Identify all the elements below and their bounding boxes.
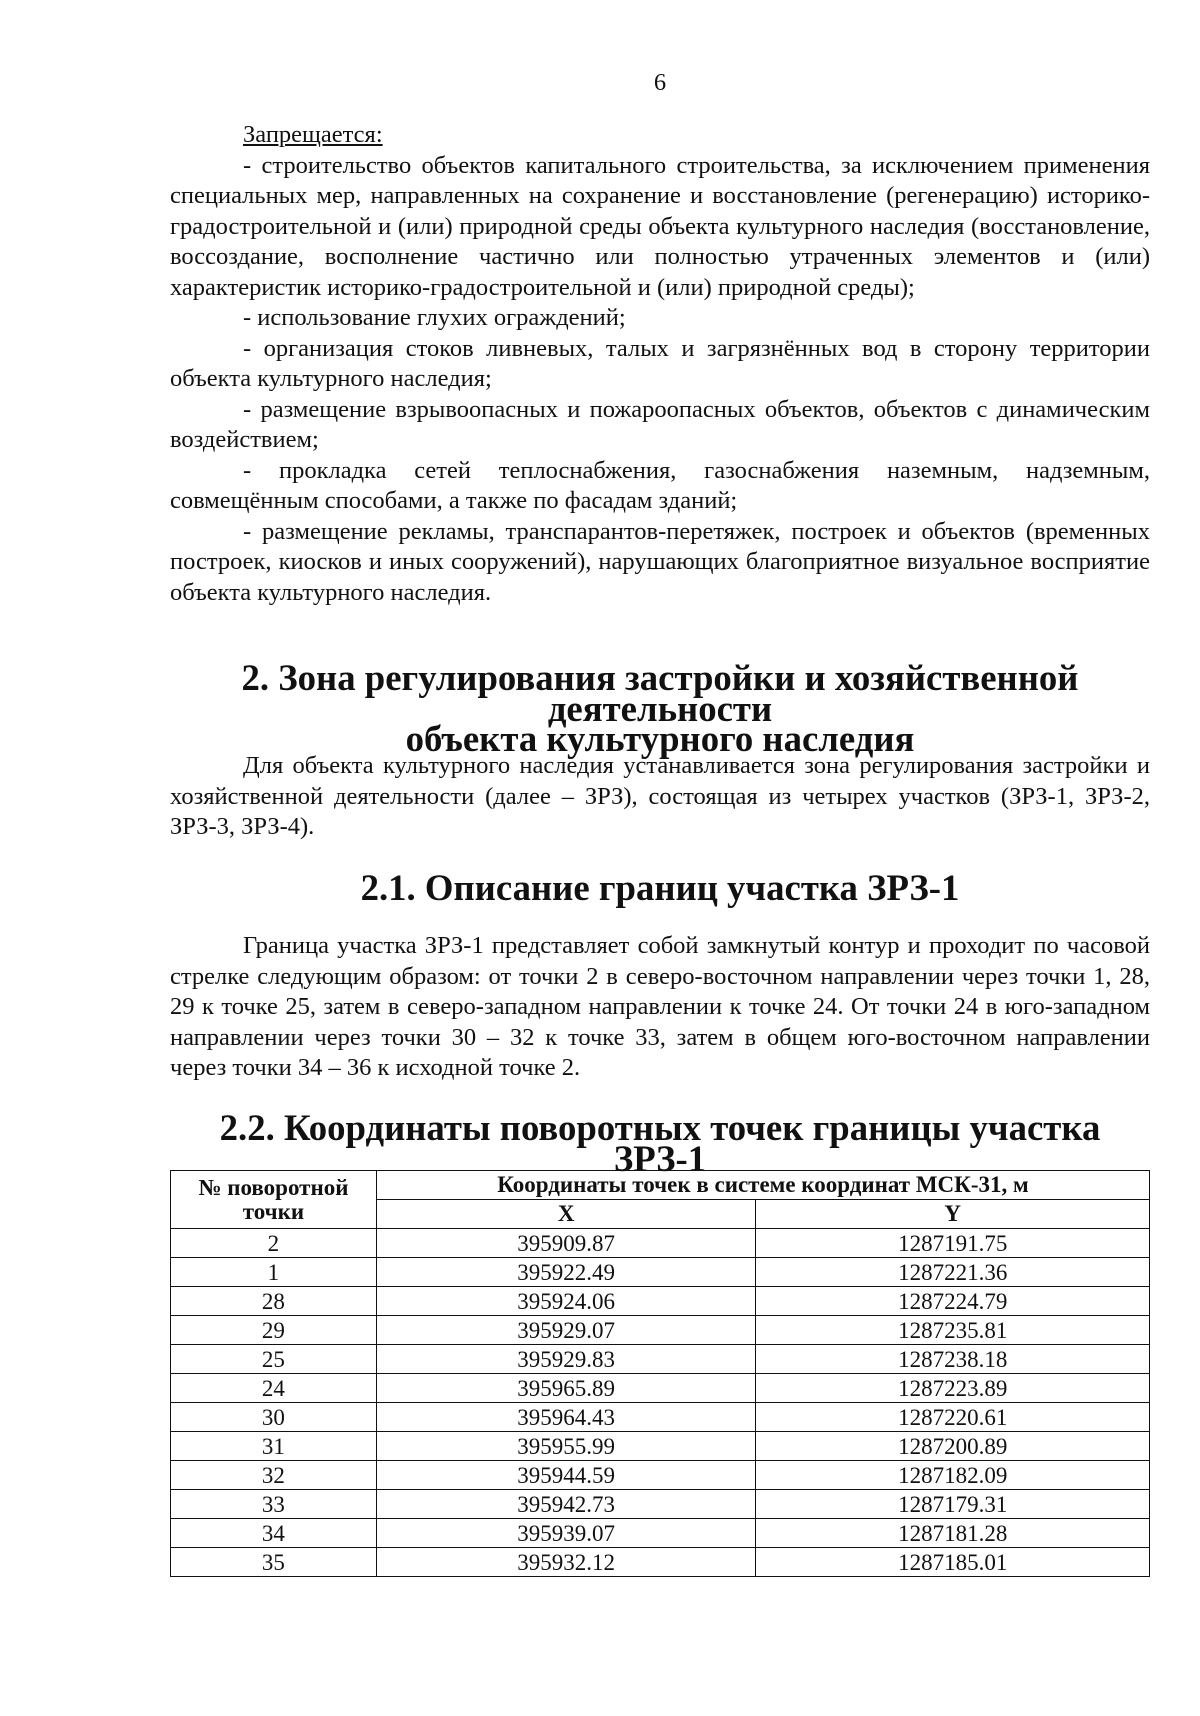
cell-point: 30 xyxy=(171,1403,377,1432)
table-row xyxy=(171,1374,1150,1403)
section-2-1-title xyxy=(170,867,1150,908)
section-2-body xyxy=(170,751,1150,843)
header-y: Y xyxy=(756,1200,1150,1229)
section-2-2-title-text: 2.2. Координаты поворотных точек границы участка ЗРЗ-1 xyxy=(219,1107,1101,1179)
cell-point: 1 xyxy=(171,1258,377,1287)
cell-point: 35 xyxy=(171,1548,377,1577)
cell-x: 395909.87 xyxy=(376,1229,756,1258)
prohibited-item: - использование глухих ограждений; xyxy=(243,304,626,331)
cell-point: 34 xyxy=(171,1519,377,1548)
cell-x: 395929.83 xyxy=(376,1345,756,1374)
section-2-1-title-text: 2.1. Описание границ участка ЗРЗ-1 xyxy=(360,867,960,908)
table-row xyxy=(171,1490,1150,1519)
cell-point: 33 xyxy=(171,1490,377,1519)
section-2-1-body xyxy=(170,931,1150,1084)
table-row xyxy=(171,1461,1150,1490)
table-row xyxy=(171,1403,1150,1432)
cell-point: 28 xyxy=(171,1287,377,1316)
section-2-title-line1: 2. Зона регулирования застройки и хозяйственной деятельности xyxy=(241,657,1079,729)
cell-x: 395924.06 xyxy=(376,1287,756,1316)
cell-point: 32 xyxy=(171,1461,377,1490)
section-2-title xyxy=(170,657,1150,759)
cell-y: 1287181.28 xyxy=(756,1519,1150,1548)
section-2-1-paragraph: Граница участка ЗРЗ-1 представляет собой замкнутый контур и проходит по часовой стрелке следующим образом: от точки 2 в северо-восточном направлении через точки 1, 28, 29 к точке 25, затем в северо-западном направлении к точке 24. От точки 24 в юго-западном направлении через точки 30 – 32 к точке 33, затем в общем юго-восточном направлении через точки 34 – 36 к исходной точке 2. xyxy=(170,932,1150,1081)
table-row xyxy=(171,1287,1150,1316)
prohibited-item: - размещение взрывоопасных и пожароопасных объектов, объектов с динамическим воздействием; xyxy=(170,395,1150,453)
table-row xyxy=(171,1258,1150,1287)
cell-x: 395922.49 xyxy=(376,1258,756,1287)
header-coordinates: Координаты точек в системе координат МСК-31, м xyxy=(376,1171,1149,1200)
prohibited-heading: Запрещается: xyxy=(243,121,383,148)
table-row xyxy=(171,1548,1150,1577)
cell-x: 395965.89 xyxy=(376,1374,756,1403)
header-point-number: № поворотной точки xyxy=(171,1171,377,1229)
cell-y: 1287238.18 xyxy=(756,1345,1150,1374)
header-x: X xyxy=(376,1200,756,1229)
cell-point: 31 xyxy=(171,1432,377,1461)
prohibited-item: - строительство объектов капитального строительства, за исключением применения специальных мер, направленных на сохранение и восстановление (регенерацию) историко-градостроительной и (или) природной среды объекта культурного наследия (восстановление, воссоздание, восполнение частично или полностью утраченных элементов и (или) характеристик историко-градостроительной и (или) природной среды); xyxy=(170,151,1150,301)
cell-y: 1287224.79 xyxy=(756,1287,1150,1316)
table-row xyxy=(171,1229,1150,1258)
cell-y: 1287185.01 xyxy=(756,1548,1150,1577)
cell-y: 1287200.89 xyxy=(756,1432,1150,1461)
cell-y: 1287235.81 xyxy=(756,1316,1150,1345)
section-2-paragraph: Для объекта культурного наследия устанавливается зона регулирования застройки и хозяйственной деятельности (далее – ЗРЗ), состоящая из четырех участков (ЗРЗ-1, ЗРЗ-2, ЗРЗ-3, ЗРЗ-4). xyxy=(170,752,1150,840)
cell-y: 1287191.75 xyxy=(756,1229,1150,1258)
table-row xyxy=(171,1519,1150,1548)
prohibitions-block xyxy=(170,120,1150,608)
table-row xyxy=(171,1345,1150,1374)
section-2-2-title xyxy=(170,1107,1150,1179)
cell-y: 1287223.89 xyxy=(756,1374,1150,1403)
section-2-title-line2: объекта культурного наследия xyxy=(405,718,915,759)
cell-point: 24 xyxy=(171,1374,377,1403)
cell-x: 395929.07 xyxy=(376,1316,756,1345)
page-number: 6 xyxy=(653,69,667,96)
cell-y: 1287220.61 xyxy=(756,1403,1150,1432)
cell-x: 395944.59 xyxy=(376,1461,756,1490)
cell-x: 395955.99 xyxy=(376,1432,756,1461)
cell-x: 395939.07 xyxy=(376,1519,756,1548)
cell-y: 1287179.31 xyxy=(756,1490,1150,1519)
prohibited-item: - прокладка сетей теплоснабжения, газоснабжения наземным, надземным, совмещённым способами, а также по фасадам зданий; xyxy=(170,456,1150,514)
cell-point: 2 xyxy=(171,1229,377,1258)
cell-x: 395942.73 xyxy=(376,1490,756,1519)
cell-point: 29 xyxy=(171,1316,377,1345)
coordinates-table xyxy=(170,1170,1150,1577)
prohibited-item: - размещение рекламы, транспарантов-перетяжек, построек и объектов (временных построек, киосков и иных сооружений), нарушающих благоприятное визуальное восприятие объекта культурного наследия. xyxy=(170,517,1150,606)
cell-y: 1287221.36 xyxy=(756,1258,1150,1287)
cell-y: 1287182.09 xyxy=(756,1461,1150,1490)
prohibited-item: - организация стоков ливневых, талых и загрязнённых вод в сторону территории объекта культурного наследия; xyxy=(170,334,1150,392)
cell-x: 395964.43 xyxy=(376,1403,756,1432)
cell-point: 25 xyxy=(171,1345,377,1374)
table-row xyxy=(171,1316,1150,1345)
cell-x: 395932.12 xyxy=(376,1548,756,1577)
table-row xyxy=(171,1432,1150,1461)
